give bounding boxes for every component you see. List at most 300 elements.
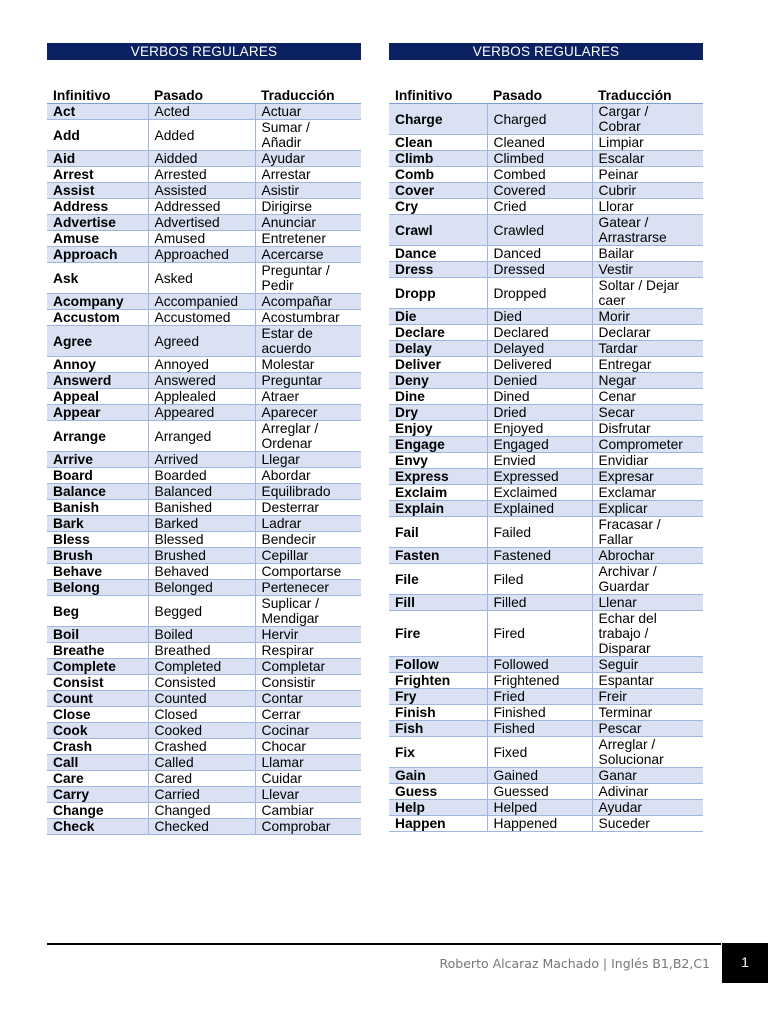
verb-translation: Comprometer	[592, 437, 703, 453]
verb-row	[389, 611, 703, 657]
verb-translation: Ayudar	[592, 800, 703, 816]
verb-row	[47, 771, 361, 787]
verb-translation: Abrochar	[592, 548, 703, 564]
verb-row	[389, 199, 703, 215]
verb-translation: Llevar	[255, 787, 361, 803]
verb-past: Dropped	[487, 278, 592, 309]
verb-translation: Exclamar	[592, 485, 703, 501]
verb-infinitive: Acompany	[47, 294, 148, 310]
verb-past: Assisted	[148, 183, 255, 199]
verb-translation: Preguntar / Pedir	[255, 263, 361, 294]
verb-infinitive: Deny	[389, 373, 487, 389]
verb-row	[389, 800, 703, 816]
verb-row	[389, 564, 703, 595]
verb-translation: Gatear / Arrastrarse	[592, 215, 703, 246]
verb-past: Consisted	[148, 675, 255, 691]
verb-translation: Morir	[592, 309, 703, 325]
verb-translation: Llenar	[592, 595, 703, 611]
verb-infinitive: Assist	[47, 183, 148, 199]
verb-past: Engaged	[487, 437, 592, 453]
verb-infinitive: Amuse	[47, 231, 148, 247]
verb-row	[47, 373, 361, 389]
verb-infinitive: Agree	[47, 326, 148, 357]
verb-translation: Tardar	[592, 341, 703, 357]
verb-translation: Sumar / Añadir	[255, 120, 361, 151]
verb-row	[47, 707, 361, 723]
verb-translation: Arrestar	[255, 167, 361, 183]
left-verb-table	[47, 87, 361, 835]
verb-past: Boarded	[148, 468, 255, 484]
verb-row	[389, 737, 703, 768]
verb-past: Explained	[487, 501, 592, 517]
verb-row	[389, 167, 703, 183]
verb-past: Finished	[487, 705, 592, 721]
verb-translation: Suceder	[592, 816, 703, 832]
verb-infinitive: Add	[47, 120, 148, 151]
verb-past: Blessed	[148, 532, 255, 548]
verb-translation: Abordar	[255, 468, 361, 484]
verb-row	[389, 309, 703, 325]
verb-past: Added	[148, 120, 255, 151]
verb-row	[389, 405, 703, 421]
verb-infinitive: Dine	[389, 389, 487, 405]
verb-row	[389, 421, 703, 437]
verb-row	[47, 500, 361, 516]
verb-infinitive: Balance	[47, 484, 148, 500]
verb-translation: Actuar	[255, 104, 361, 120]
verb-past: Balanced	[148, 484, 255, 500]
verb-row	[389, 389, 703, 405]
verb-row	[389, 657, 703, 673]
verb-past: Brushed	[148, 548, 255, 564]
verb-row	[389, 151, 703, 167]
verb-infinitive: Act	[47, 104, 148, 120]
verb-translation: Peinar	[592, 167, 703, 183]
verb-past: Answered	[148, 373, 255, 389]
verb-translation: Vestir	[592, 262, 703, 278]
verb-row	[389, 453, 703, 469]
verb-infinitive: Bark	[47, 516, 148, 532]
verb-translation: Cargar / Cobrar	[592, 104, 703, 135]
verb-row	[389, 262, 703, 278]
verb-past: Breathed	[148, 643, 255, 659]
verb-translation: Comprobar	[255, 819, 361, 835]
verb-past: Combed	[487, 167, 592, 183]
verb-row	[389, 689, 703, 705]
verb-infinitive: Charge	[389, 104, 487, 135]
verb-translation: Acompañar	[255, 294, 361, 310]
verb-infinitive: Answerd	[47, 373, 148, 389]
verb-past: Died	[487, 309, 592, 325]
verb-infinitive: Complete	[47, 659, 148, 675]
verb-row	[47, 357, 361, 373]
verb-past: Cared	[148, 771, 255, 787]
verb-translation: Suplicar / Mendigar	[255, 596, 361, 627]
verb-translation: Desterrar	[255, 500, 361, 516]
verb-infinitive: Approach	[47, 247, 148, 263]
verb-infinitive: Dance	[389, 246, 487, 262]
verb-past: Barked	[148, 516, 255, 532]
verb-row	[389, 721, 703, 737]
verb-row	[47, 247, 361, 263]
verb-past: Applealed	[148, 389, 255, 405]
verb-row	[47, 819, 361, 835]
verb-row	[389, 357, 703, 373]
verb-translation: Cerrar	[255, 707, 361, 723]
verb-infinitive: Carry	[47, 787, 148, 803]
verb-infinitive: Comb	[389, 167, 487, 183]
verb-infinitive: Check	[47, 819, 148, 835]
verb-translation: Disfrutar	[592, 421, 703, 437]
verb-infinitive: Fry	[389, 689, 487, 705]
verb-past: Failed	[487, 517, 592, 548]
verb-translation: Estar de acuerdo	[255, 326, 361, 357]
verb-row	[389, 437, 703, 453]
verb-past: Changed	[148, 803, 255, 819]
verb-row	[47, 215, 361, 231]
verb-row	[389, 325, 703, 341]
verb-infinitive: Guess	[389, 784, 487, 800]
verb-row	[389, 373, 703, 389]
verb-translation: Molestar	[255, 357, 361, 373]
verb-row	[47, 580, 361, 596]
verb-past: Enjoyed	[487, 421, 592, 437]
left-header-row	[47, 87, 361, 104]
verb-translation: Arreglar / Solucionar	[592, 737, 703, 768]
verb-infinitive: Consist	[47, 675, 148, 691]
verb-row	[47, 627, 361, 643]
verb-translation: Chocar	[255, 739, 361, 755]
verb-past: Closed	[148, 707, 255, 723]
verb-infinitive: Arrest	[47, 167, 148, 183]
verb-past: Gained	[487, 768, 592, 784]
verb-row	[47, 516, 361, 532]
footer-divider	[47, 943, 721, 945]
verb-infinitive: Engage	[389, 437, 487, 453]
verb-infinitive: Annoy	[47, 357, 148, 373]
verb-infinitive: Gain	[389, 768, 487, 784]
verb-infinitive: Breathe	[47, 643, 148, 659]
verb-row	[47, 231, 361, 247]
right-header-row	[389, 87, 703, 104]
verb-translation: Declarar	[592, 325, 703, 341]
verb-translation: Hervir	[255, 627, 361, 643]
verb-past: Approached	[148, 247, 255, 263]
verb-infinitive: Envy	[389, 453, 487, 469]
verb-infinitive: Arrange	[47, 421, 148, 452]
verb-translation: Completar	[255, 659, 361, 675]
verb-translation: Pescar	[592, 721, 703, 737]
verb-row	[47, 326, 361, 357]
verb-infinitive: Address	[47, 199, 148, 215]
verb-past: Belonged	[148, 580, 255, 596]
verb-past: Annoyed	[148, 357, 255, 373]
verb-row	[389, 135, 703, 151]
verb-past: Accompanied	[148, 294, 255, 310]
verb-row	[389, 278, 703, 309]
verb-past: Fired	[487, 611, 592, 657]
verb-translation: Entregar	[592, 357, 703, 373]
verb-row	[47, 167, 361, 183]
verb-past: Helped	[487, 800, 592, 816]
verb-translation: Bendecir	[255, 532, 361, 548]
verb-translation: Llorar	[592, 199, 703, 215]
verb-translation: Consistir	[255, 675, 361, 691]
verb-translation: Archivar / Guardar	[592, 564, 703, 595]
verb-infinitive: Care	[47, 771, 148, 787]
verb-row	[47, 263, 361, 294]
verb-past: Fried	[487, 689, 592, 705]
left-verb-column	[47, 43, 361, 835]
verb-past: Arrived	[148, 452, 255, 468]
left-section-title: VERBOS REGULARES	[47, 43, 361, 60]
verb-past: Counted	[148, 691, 255, 707]
verb-infinitive: Delay	[389, 341, 487, 357]
verb-infinitive: Declare	[389, 325, 487, 341]
header-pasado: Pasado	[487, 87, 592, 104]
verb-infinitive: Exclaim	[389, 485, 487, 501]
verb-translation: Escalar	[592, 151, 703, 167]
verb-past: Carried	[148, 787, 255, 803]
verb-past: Delivered	[487, 357, 592, 373]
verb-row	[47, 452, 361, 468]
verb-past: Completed	[148, 659, 255, 675]
verb-past: Expressed	[487, 469, 592, 485]
verb-infinitive: Close	[47, 707, 148, 723]
verb-infinitive: Dress	[389, 262, 487, 278]
verb-past: Crashed	[148, 739, 255, 755]
verb-translation: Comportarse	[255, 564, 361, 580]
verb-infinitive: Crash	[47, 739, 148, 755]
verb-infinitive: Call	[47, 755, 148, 771]
verb-infinitive: Cook	[47, 723, 148, 739]
verb-past: Dined	[487, 389, 592, 405]
verb-infinitive: Arrive	[47, 452, 148, 468]
verb-infinitive: Count	[47, 691, 148, 707]
verb-row	[389, 705, 703, 721]
verb-row	[47, 596, 361, 627]
verb-translation: Cambiar	[255, 803, 361, 819]
verb-translation: Secar	[592, 405, 703, 421]
header-pasado: Pasado	[148, 87, 255, 104]
verb-infinitive: Fix	[389, 737, 487, 768]
verb-row	[389, 501, 703, 517]
verb-row	[389, 816, 703, 832]
verb-infinitive: Beg	[47, 596, 148, 627]
verb-translation: Cenar	[592, 389, 703, 405]
verb-past: Boiled	[148, 627, 255, 643]
verb-past: Addressed	[148, 199, 255, 215]
verb-past: Amused	[148, 231, 255, 247]
verb-infinitive: Advertise	[47, 215, 148, 231]
verb-past: Arranged	[148, 421, 255, 452]
verb-past: Arrested	[148, 167, 255, 183]
right-verb-column	[389, 43, 703, 832]
verb-translation: Freir	[592, 689, 703, 705]
verb-infinitive: Fish	[389, 721, 487, 737]
verb-translation: Ladrar	[255, 516, 361, 532]
verb-translation: Ganar	[592, 768, 703, 784]
verb-infinitive: Fasten	[389, 548, 487, 564]
header-traduccion: Traducción	[255, 87, 361, 104]
verb-infinitive: Die	[389, 309, 487, 325]
header-traduccion: Traducción	[592, 87, 703, 104]
verb-row	[47, 723, 361, 739]
verb-row	[47, 564, 361, 580]
verb-infinitive: Banish	[47, 500, 148, 516]
verb-row	[389, 469, 703, 485]
verb-translation: Fracasar / Fallar	[592, 517, 703, 548]
verb-past: Called	[148, 755, 255, 771]
verb-infinitive: Climb	[389, 151, 487, 167]
verb-past: Advertised	[148, 215, 255, 231]
verb-past: Filled	[487, 595, 592, 611]
verb-translation: Llegar	[255, 452, 361, 468]
verb-translation: Expresar	[592, 469, 703, 485]
verb-infinitive: Appeal	[47, 389, 148, 405]
verb-infinitive: Appear	[47, 405, 148, 421]
verb-past: Acted	[148, 104, 255, 120]
verb-past: Denied	[487, 373, 592, 389]
verb-infinitive: Express	[389, 469, 487, 485]
verb-row	[389, 673, 703, 689]
verb-translation: Equilibrado	[255, 484, 361, 500]
verb-row	[47, 675, 361, 691]
verb-translation: Preguntar	[255, 373, 361, 389]
verb-translation: Atraer	[255, 389, 361, 405]
verb-row	[47, 548, 361, 564]
verb-infinitive: Finish	[389, 705, 487, 721]
verb-past: Cried	[487, 199, 592, 215]
verb-infinitive: Board	[47, 468, 148, 484]
right-section-title: VERBOS REGULARES	[389, 43, 703, 60]
footer-author-course: Roberto Alcaraz Machado | Inglés B1,B2,C1	[439, 956, 710, 971]
verb-row	[389, 768, 703, 784]
verb-infinitive: Aid	[47, 151, 148, 167]
verb-past: Envied	[487, 453, 592, 469]
verb-translation: Explicar	[592, 501, 703, 517]
verb-row	[47, 739, 361, 755]
verb-infinitive: Explain	[389, 501, 487, 517]
verb-infinitive: File	[389, 564, 487, 595]
verb-past: Charged	[487, 104, 592, 135]
verb-translation: Dirigirse	[255, 199, 361, 215]
verb-past: Behaved	[148, 564, 255, 580]
verb-past: Delayed	[487, 341, 592, 357]
verb-infinitive: Belong	[47, 580, 148, 596]
verb-infinitive: Clean	[389, 135, 487, 151]
verb-infinitive: Fail	[389, 517, 487, 548]
verb-past: Fished	[487, 721, 592, 737]
verb-translation: Negar	[592, 373, 703, 389]
verb-infinitive: Help	[389, 800, 487, 816]
verb-row	[47, 755, 361, 771]
verb-translation: Envidiar	[592, 453, 703, 469]
verb-row	[47, 199, 361, 215]
verb-past: Cooked	[148, 723, 255, 739]
verb-row	[389, 485, 703, 501]
verb-row	[47, 532, 361, 548]
verb-row	[47, 151, 361, 167]
verb-row	[47, 405, 361, 421]
verb-infinitive: Fill	[389, 595, 487, 611]
verb-translation: Llamar	[255, 755, 361, 771]
verb-past: Aidded	[148, 151, 255, 167]
header-infinitivo: Infinitivo	[389, 87, 487, 104]
verb-past: Accustomed	[148, 310, 255, 326]
verb-past: Guessed	[487, 784, 592, 800]
verb-past: Begged	[148, 596, 255, 627]
verb-infinitive: Dry	[389, 405, 487, 421]
verb-row	[47, 421, 361, 452]
verb-past: Fastened	[487, 548, 592, 564]
verb-row	[47, 104, 361, 120]
verb-infinitive: Enjoy	[389, 421, 487, 437]
verb-row	[389, 595, 703, 611]
verb-row	[47, 691, 361, 707]
verb-infinitive: Follow	[389, 657, 487, 673]
verb-infinitive: Change	[47, 803, 148, 819]
verb-past: Fixed	[487, 737, 592, 768]
right-verb-table	[389, 87, 703, 832]
verb-translation: Soltar / Dejar caer	[592, 278, 703, 309]
verb-row	[47, 120, 361, 151]
verb-translation: Arreglar / Ordenar	[255, 421, 361, 452]
verb-infinitive: Behave	[47, 564, 148, 580]
verb-past: Banished	[148, 500, 255, 516]
verb-translation: Cubrir	[592, 183, 703, 199]
verb-infinitive: Happen	[389, 816, 487, 832]
page-number: 1	[722, 943, 768, 983]
verb-row	[389, 215, 703, 246]
verb-translation: Asistir	[255, 183, 361, 199]
verb-past: Dressed	[487, 262, 592, 278]
verb-row	[47, 803, 361, 819]
verb-row	[47, 389, 361, 405]
verb-past: Frightened	[487, 673, 592, 689]
verb-row	[47, 787, 361, 803]
verb-past: Appeared	[148, 405, 255, 421]
verb-translation: Limpiar	[592, 135, 703, 151]
verb-infinitive: Bless	[47, 532, 148, 548]
verb-past: Filed	[487, 564, 592, 595]
verb-infinitive: Accustom	[47, 310, 148, 326]
verb-past: Agreed	[148, 326, 255, 357]
verb-translation: Echar del trabajo / Disparar	[592, 611, 703, 657]
verb-infinitive: Ask	[47, 263, 148, 294]
verb-past: Dried	[487, 405, 592, 421]
verb-row	[47, 183, 361, 199]
verb-translation: Cocinar	[255, 723, 361, 739]
verb-row	[389, 341, 703, 357]
verb-past: Asked	[148, 263, 255, 294]
verb-infinitive: Brush	[47, 548, 148, 564]
verb-translation: Respirar	[255, 643, 361, 659]
verb-translation: Contar	[255, 691, 361, 707]
verb-row	[389, 784, 703, 800]
verb-translation: Bailar	[592, 246, 703, 262]
verb-translation: Terminar	[592, 705, 703, 721]
verb-past: Checked	[148, 819, 255, 835]
verb-translation: Seguir	[592, 657, 703, 673]
verb-past: Declared	[487, 325, 592, 341]
verb-row	[389, 104, 703, 135]
verb-row	[389, 246, 703, 262]
verb-infinitive: Cry	[389, 199, 487, 215]
verb-translation: Entretener	[255, 231, 361, 247]
verb-past: Exclaimed	[487, 485, 592, 501]
verb-infinitive: Crawl	[389, 215, 487, 246]
